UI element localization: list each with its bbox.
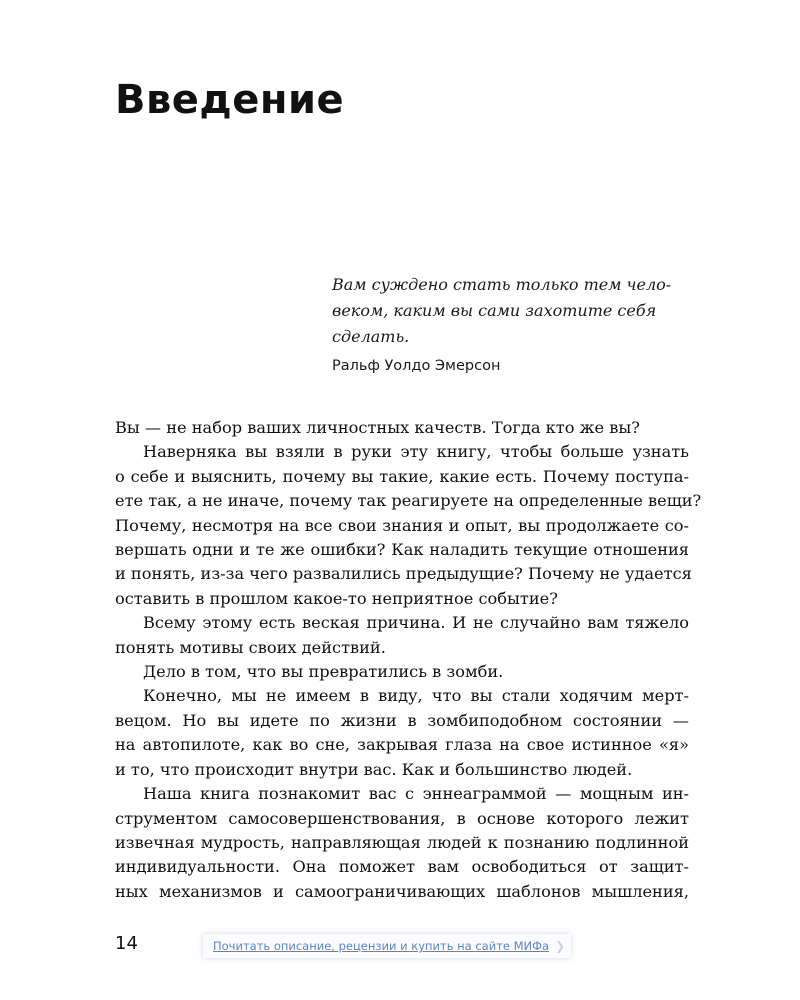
epigraph-line: Вам суждено стать только тем чело- [332,275,672,294]
text-line: оставить в прошлом какое-то неприятное событие? [115,588,558,608]
text-line: Всему этому есть веская причина. И не случайно вам тяжело [143,613,689,633]
buy-link[interactable] [203,934,571,958]
text-line: струментом самосовершенствования, в основе которого лежит [115,808,689,828]
text-line: Наверняка вы взяли в руки эту книгу, чтобы больше узнать [143,442,689,462]
epigraph [332,272,682,376]
text-line: и то, что происходит внутри вас. Как и большинство людей. [115,759,633,779]
epigraph-line: веком, каким вы сами захотите себя [332,301,657,320]
body-text [115,416,702,904]
page-title: Введение [115,77,345,123]
text-line: ных механизмов и самоограничивающих шаблонов мышления, [115,881,689,901]
text-line: Вы — не набор ваших личностных качеств. Тогда кто же вы? [115,418,640,437]
epigraph-line: сделать. [332,327,410,346]
page-number: 14 [115,933,138,954]
text-line: вершать одни и те же ошибки? Как наладить текущие отношения [115,540,689,560]
text-line: о себе и выяснить, почему вы такие, какие есть. Почему поступа- [115,466,689,486]
text-line: Дело в том, что вы превратились в зомби. [143,662,504,682]
text-line: индивидуальности. Она поможет вам освободиться от защит- [115,857,689,877]
text-line: Наша книга познакомит вас с эннеаграммой — мощным ин- [143,784,689,804]
epigraph-author: Ральф Уолдо Эмерсон [332,358,501,374]
text-line: Почему, несмотря на все свои знания и опыт, вы продолжаете со- [115,515,689,535]
text-line: ете так, а не иначе, почему так реагируете на определенные вещи? [115,491,702,511]
text-line: вецом. Но вы идете по жизни в зомбиподобном состоянии — [115,710,689,730]
text-line: и понять, из-за чего развалились предыдущие? Почему не удается [115,564,692,584]
text-line: извечная мудрость, направляющая людей к познанию подлинной [115,832,689,852]
buy-link-label: Почитать описание, рецензии и купить на сайте МИФа [213,939,550,953]
chevron-right-icon: ❯ [555,939,566,953]
text-line: Конечно, мы не имеем в виду, что вы стали ходячим мерт- [143,686,689,706]
text-line: на автопилоте, как во сне, закрывая глаза на свое истинное «я» [115,735,689,755]
text-line: понять мотивы своих действий. [115,637,386,657]
